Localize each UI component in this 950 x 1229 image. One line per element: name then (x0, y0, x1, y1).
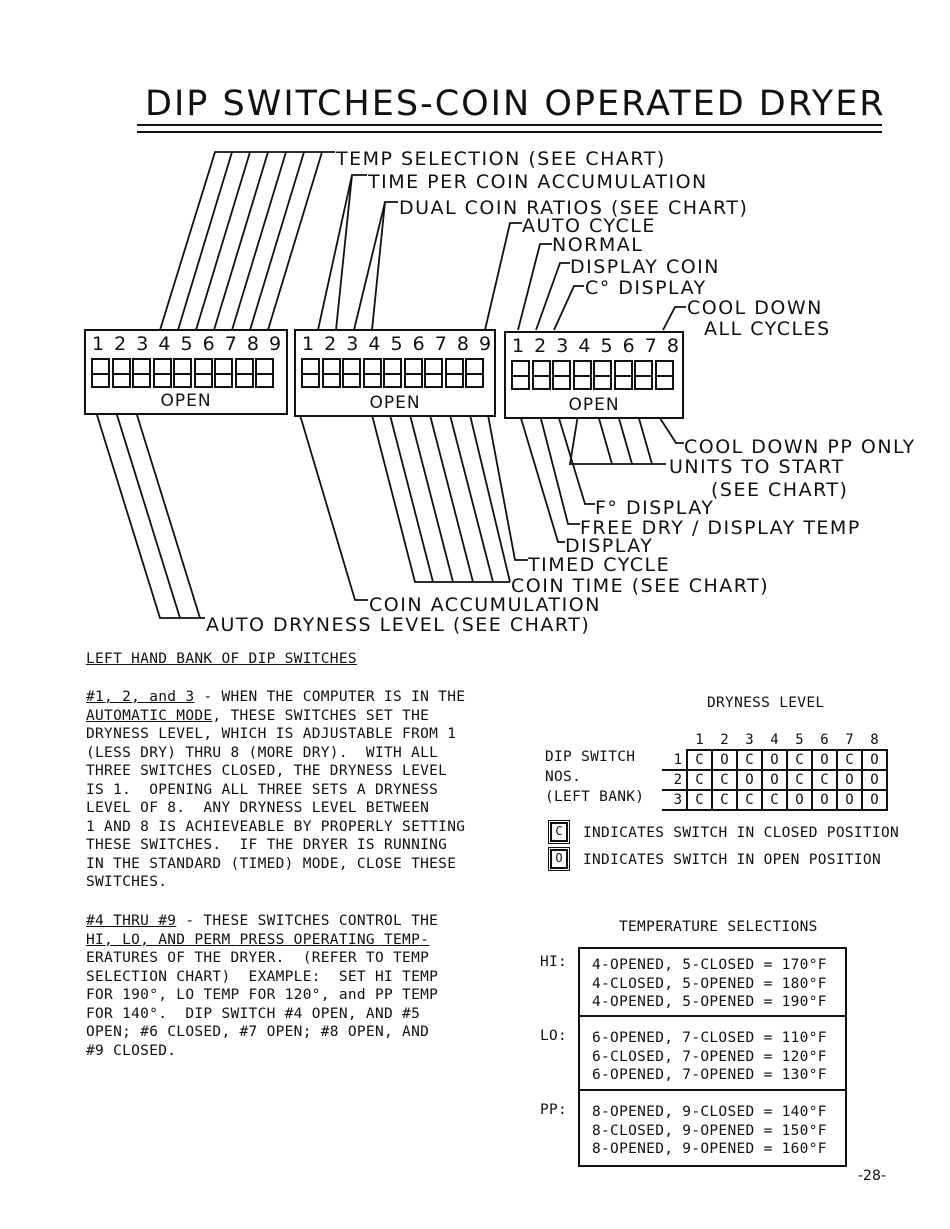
label-auto-cycle: AUTO CYCLE (522, 215, 656, 237)
label-temp-selection: TEMP SELECTION (SEE CHART) (336, 148, 666, 170)
table-cell: O (812, 790, 837, 810)
table-row (662, 750, 887, 770)
dryness-title: DRYNESS LEVEL (707, 695, 825, 711)
label-display-coin: DISPLAY COIN (570, 256, 720, 278)
table-cell: O (837, 770, 862, 790)
dip-bank-middle (294, 329, 496, 417)
level-header: 6 (820, 732, 829, 748)
table-cell: C (787, 770, 812, 790)
table-cell: C (687, 750, 712, 770)
para2-first: - THESE SWITCHES CONTROL THE (176, 913, 439, 929)
closed-symbol-icon: C (550, 822, 568, 842)
switch-number: 3 (662, 790, 687, 810)
dip-bank-right (504, 331, 684, 419)
para2-mid: HI, LO, AND PERM PRESS OPERATING TEMP- (86, 931, 430, 948)
temp-line: 4-OPENED, 5-OPENED = 190°F (592, 994, 827, 1010)
label-all-cycles: ALL CYCLES (704, 318, 831, 340)
temp-line: 8-OPENED, 9-CLOSED = 140°F (592, 1104, 827, 1120)
label-time-per-coin: TIME PER COIN ACCUMULATION (368, 171, 708, 193)
table-cell: C (712, 790, 737, 810)
table-cell: C (712, 770, 737, 790)
dip-switch (511, 360, 530, 390)
temp-line: 4-CLOSED, 5-OPENED = 180°F (592, 975, 827, 992)
temp-line: 6-CLOSED, 7-OPENED = 120°F (592, 1048, 827, 1065)
dip-switch (301, 358, 320, 388)
dip-switch (194, 358, 213, 388)
table-cell: O (762, 750, 787, 770)
open-label: OPEN (160, 391, 212, 411)
level-header: 4 (770, 732, 779, 748)
label-f-display: F° DISPLAY (595, 497, 715, 519)
temp-label-lo: LO: (540, 1028, 568, 1044)
divider (580, 1015, 845, 1017)
dip-switch (614, 360, 633, 390)
dip-switch (465, 358, 484, 388)
table-cell: O (862, 770, 887, 790)
temp-line: 6-OPENED, 7-OPENED = 130°F (592, 1067, 827, 1083)
table-cell: O (737, 770, 762, 790)
dip-switch (235, 358, 254, 388)
legend-open-text: INDICATES SWITCH IN OPEN POSITION (583, 852, 881, 868)
table-cell: O (812, 750, 837, 770)
table-cell: C (687, 790, 712, 810)
dip-switch (552, 360, 571, 390)
left-bank-heading: LEFT HAND BANK OF DIP SWITCHES (86, 651, 357, 667)
table-cell: O (837, 790, 862, 810)
dip-switch (363, 358, 382, 388)
open-label: OPEN (369, 393, 421, 413)
label-free-dry: FREE DRY / DISPLAY TEMP (580, 517, 861, 539)
temp-line: 6-OPENED, 7-CLOSED = 110°F (592, 1030, 827, 1046)
switch-number: 2 (662, 770, 687, 790)
switch-number: 1 (662, 750, 687, 770)
dip-switch (91, 358, 110, 388)
dip-switch (532, 360, 551, 390)
table-cell: C (812, 770, 837, 790)
open-symbol-icon: O (550, 849, 568, 869)
table-cell: O (762, 770, 787, 790)
label-auto-dryness: AUTO DRYNESS LEVEL (SEE CHART) (206, 614, 591, 636)
page-title: DIP SWITCHES-COIN OPERATED DRYER (145, 84, 886, 124)
label-display: DISPLAY (565, 535, 654, 557)
label-c-display: C° DISPLAY (585, 277, 707, 299)
table-cell: C (837, 750, 862, 770)
label-coin-time: COIN TIME (SEE CHART) (511, 575, 770, 597)
temp-line: 8-CLOSED, 9-OPENED = 150°F (592, 1122, 827, 1139)
dip-switch (424, 358, 443, 388)
switch-row (301, 358, 484, 388)
level-header: 8 (870, 732, 879, 748)
temp-label-hi: HI: (540, 954, 568, 970)
dip-switch (132, 358, 151, 388)
table-cell: C (787, 750, 812, 770)
bank-numbers: 1 2 3 4 5 6 7 8 9 (302, 333, 494, 355)
bank-numbers: 1 2 3 4 5 6 7 8 9 (92, 333, 284, 355)
paragraph-switches-1-3 (86, 688, 465, 892)
label-dual-coin-ratios: DUAL COIN RATIOS (SEE CHART) (399, 197, 749, 219)
temperature-box (578, 947, 847, 1167)
dip-switch (445, 358, 464, 388)
dip-switch (342, 358, 361, 388)
dip-switch (634, 360, 653, 390)
temp-group-hi (592, 956, 827, 1012)
dip-bank-left (84, 329, 288, 415)
bank-numbers: 1 2 3 4 5 6 7 8 (512, 335, 681, 357)
level-header: 5 (795, 732, 804, 748)
para2-rest: ERATURES OF THE DRYER. (REFER TO TEMP SELECTION CHART) EXAMPLE: SET HI TEMP FOR 190°, LO TEMP FOR 120°, and PP TEMP FOR 140°. DIP SWITCH #4 OPEN, AND #5 OPEN; #6 CLOSED, #7 OPEN; #8 OPEN, AND #9 CLOSED. (86, 950, 439, 1059)
level-header: 3 (745, 732, 754, 748)
legend-closed-text: INDICATES SWITCH IN CLOSED POSITION (583, 825, 900, 841)
table-cell: O (862, 790, 887, 810)
dip-switch (593, 360, 612, 390)
para1-rest: , THESE SWITCHES SET THE DRYNESS LEVEL, WHICH IS ADJUSTABLE FROM 1 (LESS DRY) THRU 8 (MORE DRY). WITH ALL THREE SWITCHES CLOSED, THE DRYNESS LEVEL IS 1. OPENING ALL THREE SETS A DRYNESS LEVEL OF 8. ANY DRYNESS LEVEL BETWEEN 1 AND 8 IS ACHIEVEABLE BY PROPERLY SETTING THESE SWITCHES. IF THE DRYER IS RUNNING IN THE STANDARD (TIMED) MODE, CLOSE THESE SWITCHES. (86, 707, 466, 890)
table-cell: C (762, 790, 787, 810)
para1-lead: #1, 2, and 3 (86, 689, 195, 705)
dip-switch (214, 358, 233, 388)
table-cell: C (687, 770, 712, 790)
label-normal: NORMAL (552, 234, 644, 256)
level-header: 7 (845, 732, 854, 748)
dip-switch (173, 358, 192, 388)
open-label: OPEN (568, 395, 620, 415)
label-units-to-start: UNITS TO START (669, 456, 845, 478)
label-timed-cycle: TIMED CYCLE (528, 554, 671, 576)
dryness-header-row (662, 731, 887, 750)
label-cool-down-pp: COOL DOWN PP ONLY (684, 436, 916, 458)
dip-switch (112, 358, 131, 388)
temp-line: 8-OPENED, 9-OPENED = 160°F (592, 1141, 827, 1157)
temp-group-pp (592, 1103, 827, 1159)
table-row (662, 770, 887, 790)
table-cell: O (862, 750, 887, 770)
paragraph-switches-4-9 (86, 912, 438, 1060)
dip-switch-label-3: (LEFT BANK) (545, 789, 645, 805)
switch-row (91, 358, 274, 388)
dip-switch (404, 358, 423, 388)
dip-switch (383, 358, 402, 388)
temp-group-lo (592, 1029, 827, 1085)
dip-switch-label-1: DIP SWITCH (545, 749, 636, 765)
temp-line: 4-OPENED, 5-CLOSED = 170°F (592, 957, 827, 973)
temp-label-pp: PP: (540, 1102, 568, 1118)
dip-switch-label-2: NOS. (545, 769, 582, 785)
page-number: -28- (858, 1168, 886, 1184)
dip-switch (255, 358, 274, 388)
dip-switch (322, 358, 341, 388)
para1-mid: AUTOMATIC MODE (86, 707, 213, 724)
table-cell: O (712, 750, 737, 770)
label-coin-accumulation: COIN ACCUMULATION (369, 594, 601, 616)
dip-switch (655, 360, 674, 390)
temperature-title: TEMPERATURE SELECTIONS (619, 919, 818, 935)
para1-first: - WHEN THE COMPUTER IS IN THE (194, 689, 466, 705)
para2-lead: #4 THRU #9 (86, 913, 177, 929)
label-see-chart: (SEE CHART) (711, 479, 849, 501)
dryness-table (662, 731, 888, 811)
level-header: 2 (720, 732, 729, 748)
table-cell: C (737, 790, 762, 810)
table-cell: C (737, 750, 762, 770)
label-cool-down: COOL DOWN (687, 297, 823, 319)
table-row (662, 790, 887, 810)
dip-switch (153, 358, 172, 388)
dip-switch (573, 360, 592, 390)
table-cell: O (787, 790, 812, 810)
level-header: 1 (695, 732, 704, 748)
switch-row (511, 360, 674, 390)
divider (580, 1089, 845, 1091)
